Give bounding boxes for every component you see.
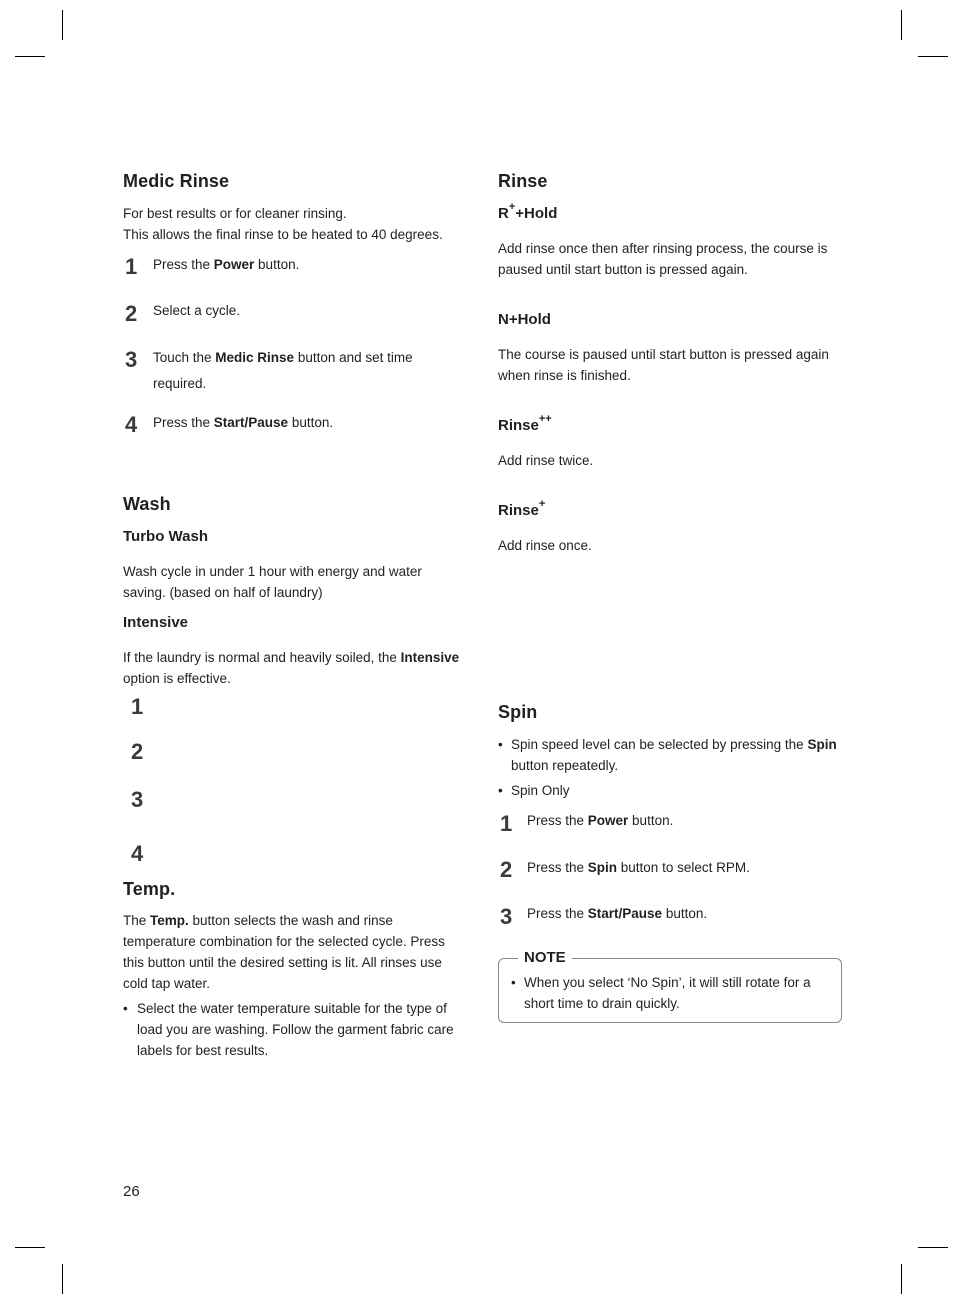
rinse-plus-plus-text: Add rinse twice. [498,453,594,468]
crop-mark [901,10,902,40]
crop-mark [901,1264,902,1294]
crop-mark [15,56,45,57]
rinse-plus-heading: Rinse+ [498,498,546,519]
wash-heading: Wash [123,494,171,514]
r-plus-hold-heading: R++Hold [498,201,558,222]
spin-step-2-text: Press the Spin button to select RPM. [527,860,750,875]
medic-rinse-intro-2: This allows the final rinse to be heated to 40 degrees. [123,227,443,242]
rinse-heading: Rinse [498,171,548,191]
wash-step-number: 2 [131,739,144,764]
spin-step-number: 3 [500,904,513,929]
intensive-heading: Intensive [123,614,189,631]
temp-heading: Temp. [123,879,176,899]
rinse-plus-plus-heading: Rinse++ [498,413,552,434]
intensive-text: If the laundry is normal and heavily soiled, the Intensive option is effective. [123,650,460,686]
spin-step-number: 1 [500,811,513,836]
temp-paragraph: The Temp. button selects the wash and rinse temperature combination for the selected cycle. Press this button until the desired setting is lit. All rinses use cold tap water. [123,913,445,991]
page-number: 26 [123,1183,140,1200]
wash-step-number: 4 [131,841,144,866]
step-number: 2 [125,301,138,326]
spin-bullet-1: • Spin speed level can be selected by pressing the Spin button repeatedly. [498,737,837,773]
crop-mark [15,1247,45,1248]
spin-heading: Spin [498,702,538,722]
medic-step-4-text: Press the Start/Pause button. [153,415,334,430]
crop-mark [918,1247,948,1248]
step-number: 3 [125,347,138,372]
crop-mark [62,10,63,40]
turbo-wash-text-2: saving. (based on half of laundry) [123,585,323,600]
r-plus-hold-text: Add rinse once then after rinsing process, the course is paused until start button is pressed again. [498,241,828,277]
crop-mark [918,56,948,57]
medic-step-2-text: Select a cycle. [153,303,241,318]
wash-step-number: 1 [131,694,144,719]
step-number: 4 [125,412,138,437]
note-label: NOTE [518,949,572,966]
spin-step-1-text: Press the Power button. [527,813,674,828]
turbo-wash-heading: Turbo Wash [123,528,208,545]
medic-rinse-heading: Medic Rinse [123,171,230,191]
temp-bullet: • Select the water temperature suitable for the type of load you are washing. Follow the garment fabric care labels for best results. [123,1001,454,1058]
step-number: 1 [125,254,138,279]
crop-mark [62,1264,63,1294]
turbo-wash-text-1: Wash cycle in under 1 hour with energy and water [123,564,422,579]
rinse-plus-text: Add rinse once. [498,538,592,553]
spin-step-3-text: Press the Start/Pause button. [527,906,708,921]
medic-step-3-text: Touch the Medic Rinse button and set time required. [153,350,413,391]
spin-step-number: 2 [500,857,513,882]
spin-bullet-2: • Spin Only [498,783,570,798]
note-bullet: • When you select ‘No Spin’, it will still rotate for a short time to drain quickly. [511,975,811,1011]
medic-step-1-text: Press the Power button. [153,257,300,272]
wash-step-number: 3 [131,787,144,812]
n-hold-heading: N+Hold [498,311,551,328]
medic-rinse-intro-1: For best results or for cleaner rinsing. [123,206,347,221]
n-hold-text: The course is paused until start button is pressed again when rinse is finished. [498,347,829,383]
